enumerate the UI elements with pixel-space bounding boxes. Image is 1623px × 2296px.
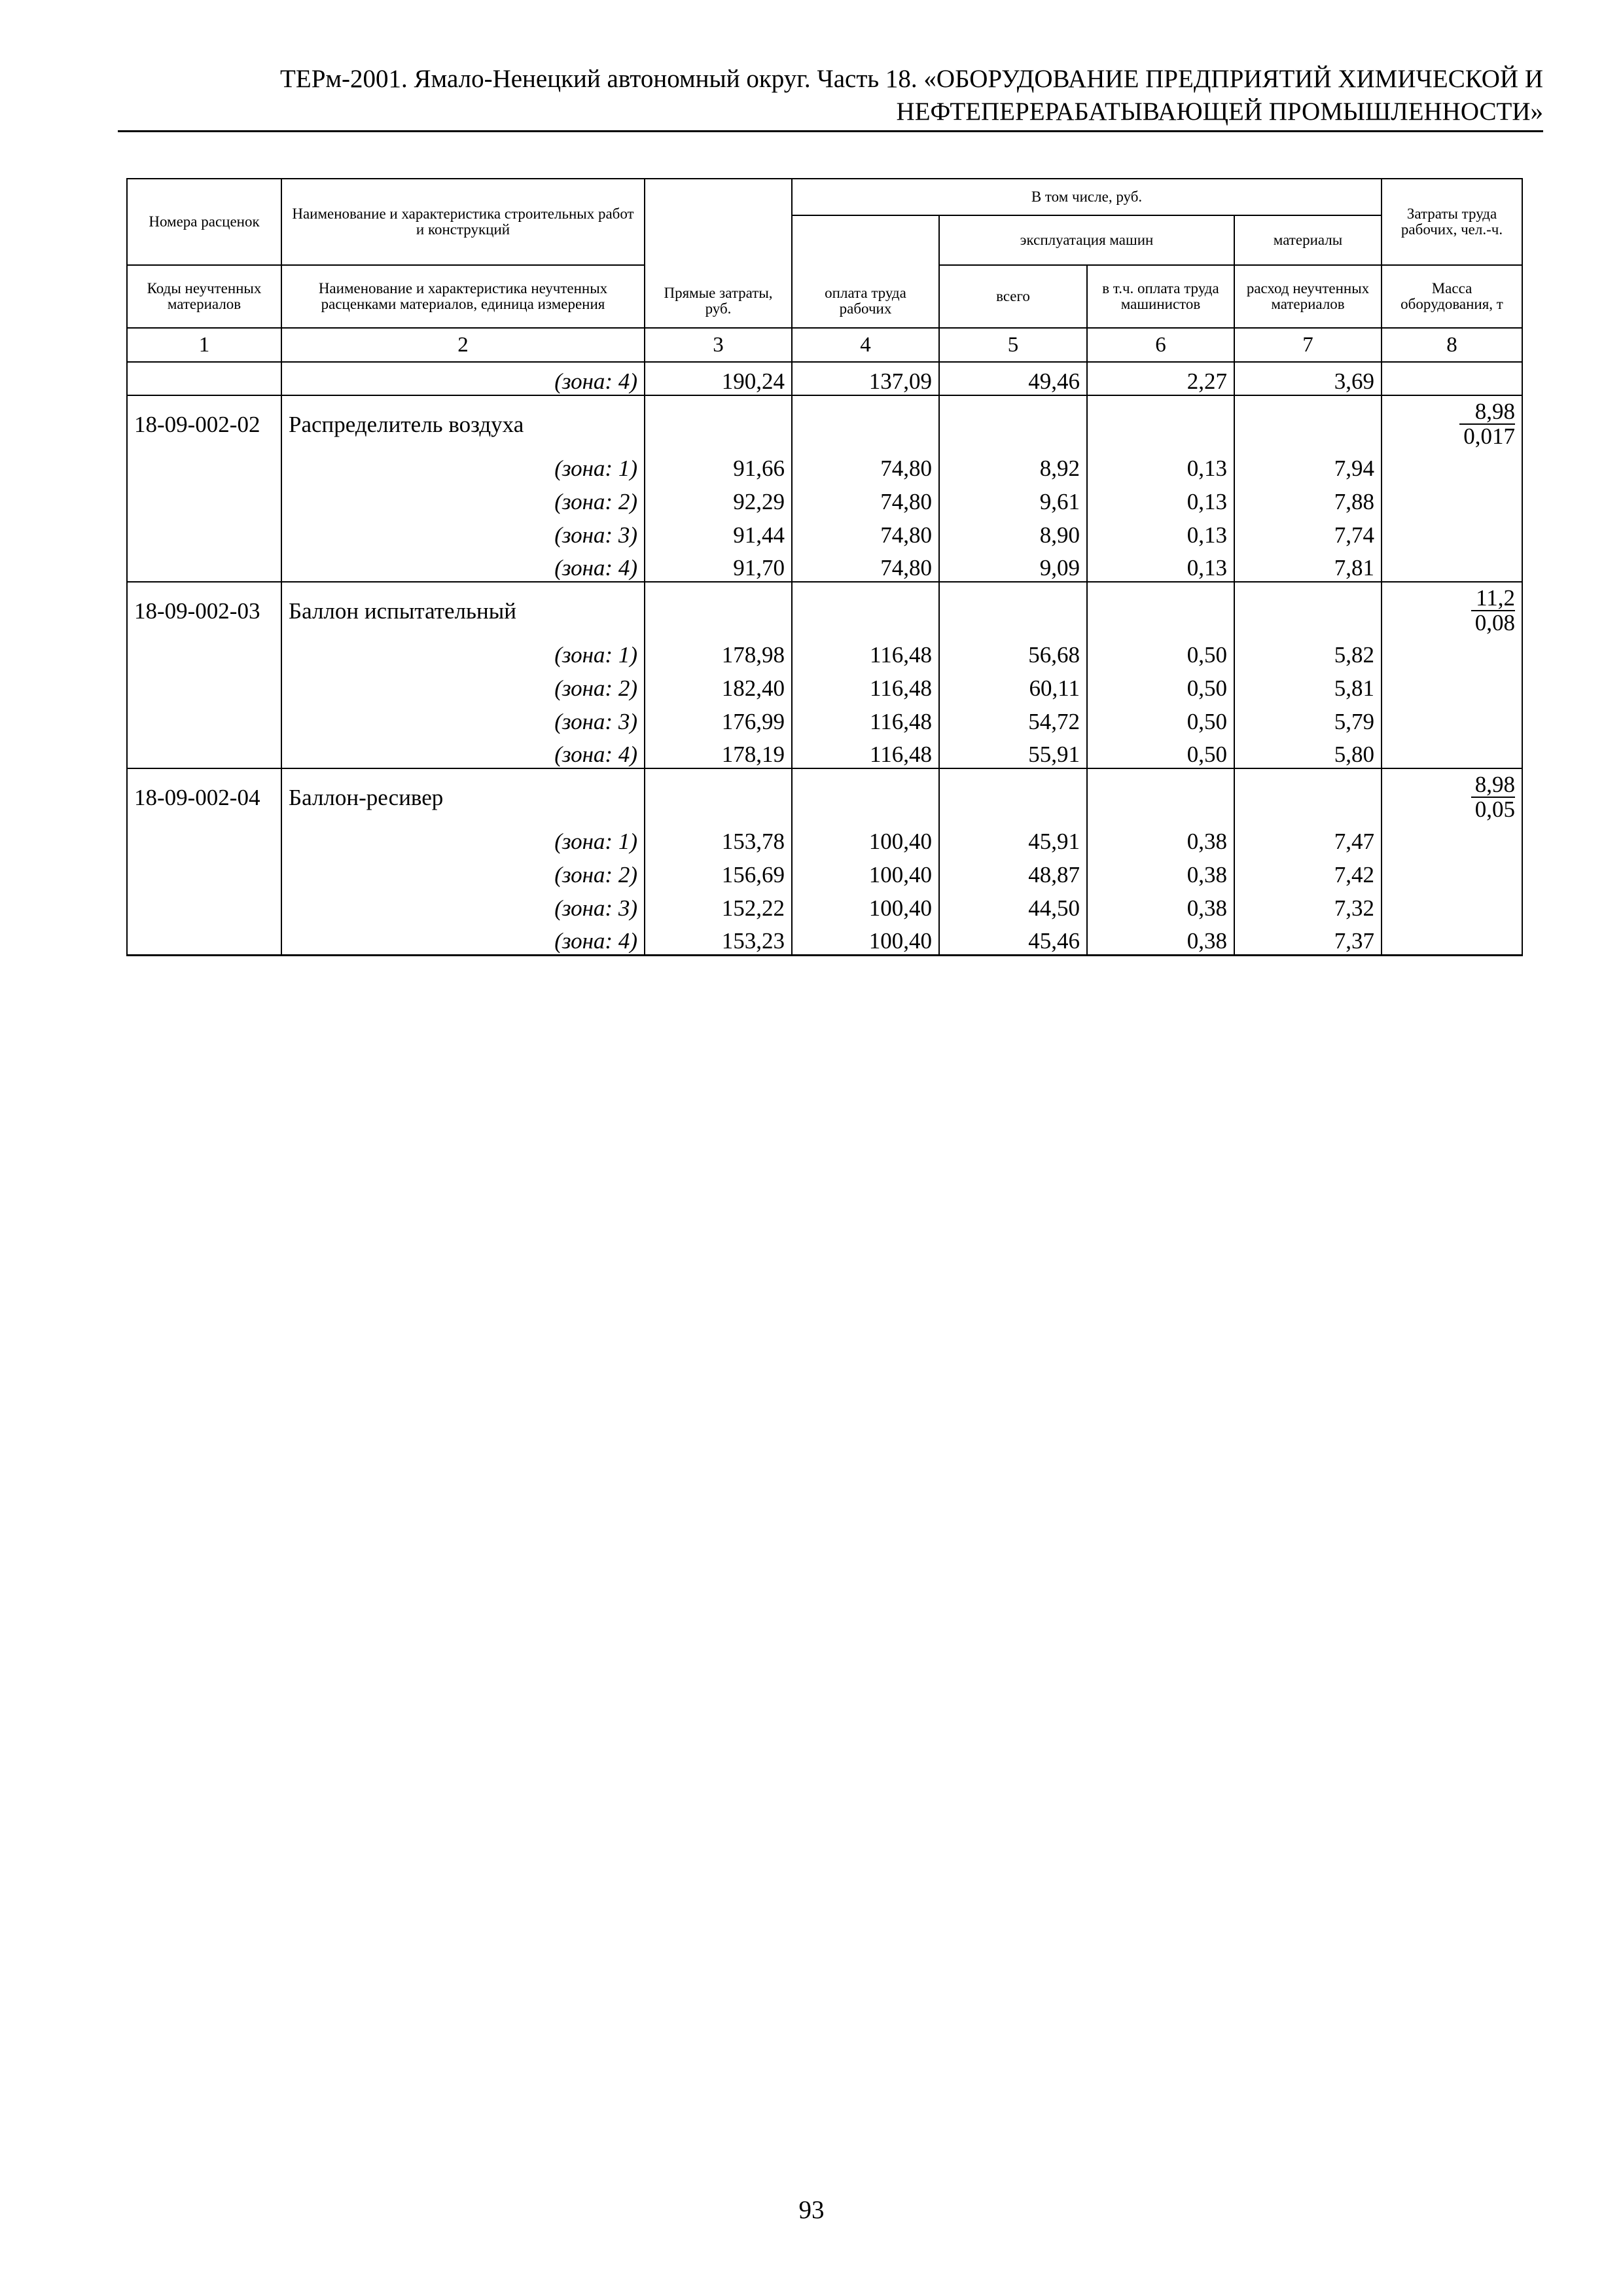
mass-value: 0,08 xyxy=(1474,610,1516,636)
worker-pay-cell: 116,48 xyxy=(792,635,939,668)
operator-pay-cell: 0,38 xyxy=(1087,855,1234,888)
materials-cell: 7,32 xyxy=(1234,888,1382,922)
column-number: 5 xyxy=(939,328,1087,362)
worker-pay-cell: 100,40 xyxy=(792,888,939,922)
carryover-row xyxy=(127,362,1522,395)
labor-value: 8,98 xyxy=(1459,400,1515,425)
direct-cost-cell: 91,44 xyxy=(645,515,792,548)
worker-pay-cell: 74,80 xyxy=(792,482,939,515)
worker-pay-cell: 137,09 xyxy=(792,362,939,395)
direct-cost-cell: 156,69 xyxy=(645,855,792,888)
zone-row xyxy=(127,482,1522,515)
direct-cost-cell: 153,23 xyxy=(645,922,792,955)
operator-pay-cell: 0,13 xyxy=(1087,448,1234,482)
zone-row xyxy=(127,855,1522,888)
rate-header-row xyxy=(127,768,1522,821)
zone-label: (зона: 4) xyxy=(281,922,645,955)
machine-total-cell: 8,90 xyxy=(939,515,1087,548)
machine-total-cell: 9,61 xyxy=(939,482,1087,515)
operator-pay-cell: 0,50 xyxy=(1087,735,1234,768)
zone-row xyxy=(127,888,1522,922)
zone-label: (зона: 4) xyxy=(281,362,645,395)
header-unaccounted-codes: Коды неучтенных материалов xyxy=(127,265,281,328)
materials-cell: 7,88 xyxy=(1234,482,1382,515)
zone-row xyxy=(127,668,1522,702)
header-including: В том числе, руб. xyxy=(792,179,1382,215)
operator-pay-cell: 0,13 xyxy=(1087,515,1234,548)
zone-label: (зона: 4) xyxy=(281,735,645,768)
labor-mass-fraction xyxy=(1382,582,1522,635)
machine-total-cell: 45,46 xyxy=(939,922,1087,955)
header-rule xyxy=(118,130,1543,132)
rate-name: Баллон испытательный xyxy=(281,582,645,635)
materials-cell: 5,81 xyxy=(1234,668,1382,702)
rate-header-row xyxy=(127,582,1522,635)
rates-table xyxy=(126,178,1523,956)
zone-label: (зона: 3) xyxy=(281,888,645,922)
mass-value: 0,017 xyxy=(1463,423,1516,449)
mass-value: 0,05 xyxy=(1474,797,1516,822)
column-number: 2 xyxy=(281,328,645,362)
header-line-2: НЕФТЕПЕРЕРАБАТЫВАЮЩЕЙ ПРОМЫШЛЕННОСТИ» xyxy=(896,98,1543,126)
header-rate-numbers: Номера расценок xyxy=(127,179,281,265)
direct-cost-cell: 190,24 xyxy=(645,362,792,395)
machine-total-cell: 49,46 xyxy=(939,362,1087,395)
column-number: 8 xyxy=(1382,328,1522,362)
zone-row xyxy=(127,548,1522,582)
operator-pay-cell: 0,50 xyxy=(1087,668,1234,702)
worker-pay-cell: 74,80 xyxy=(792,515,939,548)
zone-label: (зона: 4) xyxy=(281,548,645,582)
direct-cost-cell: 178,19 xyxy=(645,735,792,768)
materials-cell: 7,42 xyxy=(1234,855,1382,888)
header-equipment-mass: Масса оборудования, т xyxy=(1382,265,1522,328)
worker-pay-cell: 116,48 xyxy=(792,668,939,702)
zone-label: (зона: 2) xyxy=(281,668,645,702)
worker-pay-cell: 116,48 xyxy=(792,735,939,768)
operator-pay-cell: 0,38 xyxy=(1087,922,1234,955)
machine-total-cell: 8,92 xyxy=(939,448,1087,482)
header-work-name: Наименование и характеристика строительных работ и конструкций xyxy=(281,179,645,265)
zone-label: (зона: 2) xyxy=(281,855,645,888)
machine-total-cell: 55,91 xyxy=(939,735,1087,768)
zone-label: (зона: 1) xyxy=(281,448,645,482)
direct-cost-cell: 152,22 xyxy=(645,888,792,922)
zone-label: (зона: 3) xyxy=(281,702,645,735)
rate-name: Распределитель воздуха xyxy=(281,395,645,448)
page-header xyxy=(118,63,1543,128)
operator-pay-cell: 0,13 xyxy=(1087,482,1234,515)
rate-code: 18-09-002-04 xyxy=(127,768,281,821)
zone-label: (зона: 1) xyxy=(281,821,645,855)
direct-cost-cell: 153,78 xyxy=(645,821,792,855)
materials-cell: 7,81 xyxy=(1234,548,1382,582)
operator-pay-cell: 0,38 xyxy=(1087,821,1234,855)
header-machine-operation: эксплуатация машин xyxy=(939,215,1234,265)
direct-cost-cell: 178,98 xyxy=(645,635,792,668)
worker-pay-cell: 74,80 xyxy=(792,548,939,582)
header-unaccounted-names: Наименование и характеристика неучтенных расценками материалов, единица измерения xyxy=(281,265,645,328)
labor-value: 8,98 xyxy=(1471,773,1515,798)
machine-total-cell: 44,50 xyxy=(939,888,1087,922)
zone-row xyxy=(127,448,1522,482)
header-direct-costs: Прямые затраты, руб. xyxy=(645,179,792,328)
operator-pay-cell: 0,38 xyxy=(1087,888,1234,922)
machine-total-cell: 54,72 xyxy=(939,702,1087,735)
column-number: 4 xyxy=(792,328,939,362)
zone-row xyxy=(127,515,1522,548)
zone-label: (зона: 2) xyxy=(281,482,645,515)
rate-header-row xyxy=(127,395,1522,448)
header-operator-pay: в т.ч. оплата труда машинистов xyxy=(1087,265,1234,328)
worker-pay-cell: 74,80 xyxy=(792,448,939,482)
column-numbers-row xyxy=(127,328,1522,362)
labor-mass-fraction xyxy=(1382,768,1522,821)
materials-cell: 5,79 xyxy=(1234,702,1382,735)
machine-total-cell: 60,11 xyxy=(939,668,1087,702)
header-machine-total: всего xyxy=(939,265,1087,328)
zone-row xyxy=(127,702,1522,735)
header-labor: Затраты труда рабочих, чел.-ч. xyxy=(1382,179,1522,265)
zone-label: (зона: 3) xyxy=(281,515,645,548)
direct-cost-cell: 182,40 xyxy=(645,668,792,702)
materials-cell: 7,47 xyxy=(1234,821,1382,855)
direct-cost-cell: 91,66 xyxy=(645,448,792,482)
operator-pay-cell: 2,27 xyxy=(1087,362,1234,395)
direct-cost-cell: 91,70 xyxy=(645,548,792,582)
worker-pay-cell: 100,40 xyxy=(792,855,939,888)
header-worker-pay: оплата труда рабочих xyxy=(792,215,939,328)
worker-pay-cell: 100,40 xyxy=(792,922,939,955)
materials-cell: 5,80 xyxy=(1234,735,1382,768)
materials-cell: 5,82 xyxy=(1234,635,1382,668)
zone-row xyxy=(127,635,1522,668)
worker-pay-cell: 116,48 xyxy=(792,702,939,735)
rate-code: 18-09-002-03 xyxy=(127,582,281,635)
zone-row xyxy=(127,735,1522,768)
zone-label: (зона: 1) xyxy=(281,635,645,668)
materials-cell: 7,74 xyxy=(1234,515,1382,548)
rate-name: Баллон-ресивер xyxy=(281,768,645,821)
labor-mass-fraction xyxy=(1382,395,1522,448)
column-number: 7 xyxy=(1234,328,1382,362)
machine-total-cell: 56,68 xyxy=(939,635,1087,668)
operator-pay-cell: 0,50 xyxy=(1087,702,1234,735)
header-materials: материалы xyxy=(1234,215,1382,265)
materials-cell: 7,37 xyxy=(1234,922,1382,955)
labor-value: 11,2 xyxy=(1471,586,1515,611)
machine-total-cell: 48,87 xyxy=(939,855,1087,888)
machine-total-cell: 9,09 xyxy=(939,548,1087,582)
column-number: 1 xyxy=(127,328,281,362)
column-number: 3 xyxy=(645,328,792,362)
header-line-1: ТЕРм-2001. Ямало-Ненецкий автономный округ. Часть 18. «ОБОРУДОВАНИЕ ПРЕДПРИЯТИЙ ХИМИЧЕСКОЙ И xyxy=(280,65,1543,93)
column-number: 6 xyxy=(1087,328,1234,362)
operator-pay-cell: 0,13 xyxy=(1087,548,1234,582)
worker-pay-cell: 100,40 xyxy=(792,821,939,855)
materials-cell: 3,69 xyxy=(1234,362,1382,395)
rate-code: 18-09-002-02 xyxy=(127,395,281,448)
zone-row xyxy=(127,821,1522,855)
materials-cell: 7,94 xyxy=(1234,448,1382,482)
zone-row xyxy=(127,922,1522,955)
header-unaccounted-use: расход неучтенных материалов xyxy=(1234,265,1382,328)
operator-pay-cell: 0,50 xyxy=(1087,635,1234,668)
rate-groups xyxy=(127,395,1522,955)
machine-total-cell: 45,91 xyxy=(939,821,1087,855)
direct-cost-cell: 92,29 xyxy=(645,482,792,515)
direct-cost-cell: 176,99 xyxy=(645,702,792,735)
page-number: 93 xyxy=(798,2196,825,2224)
